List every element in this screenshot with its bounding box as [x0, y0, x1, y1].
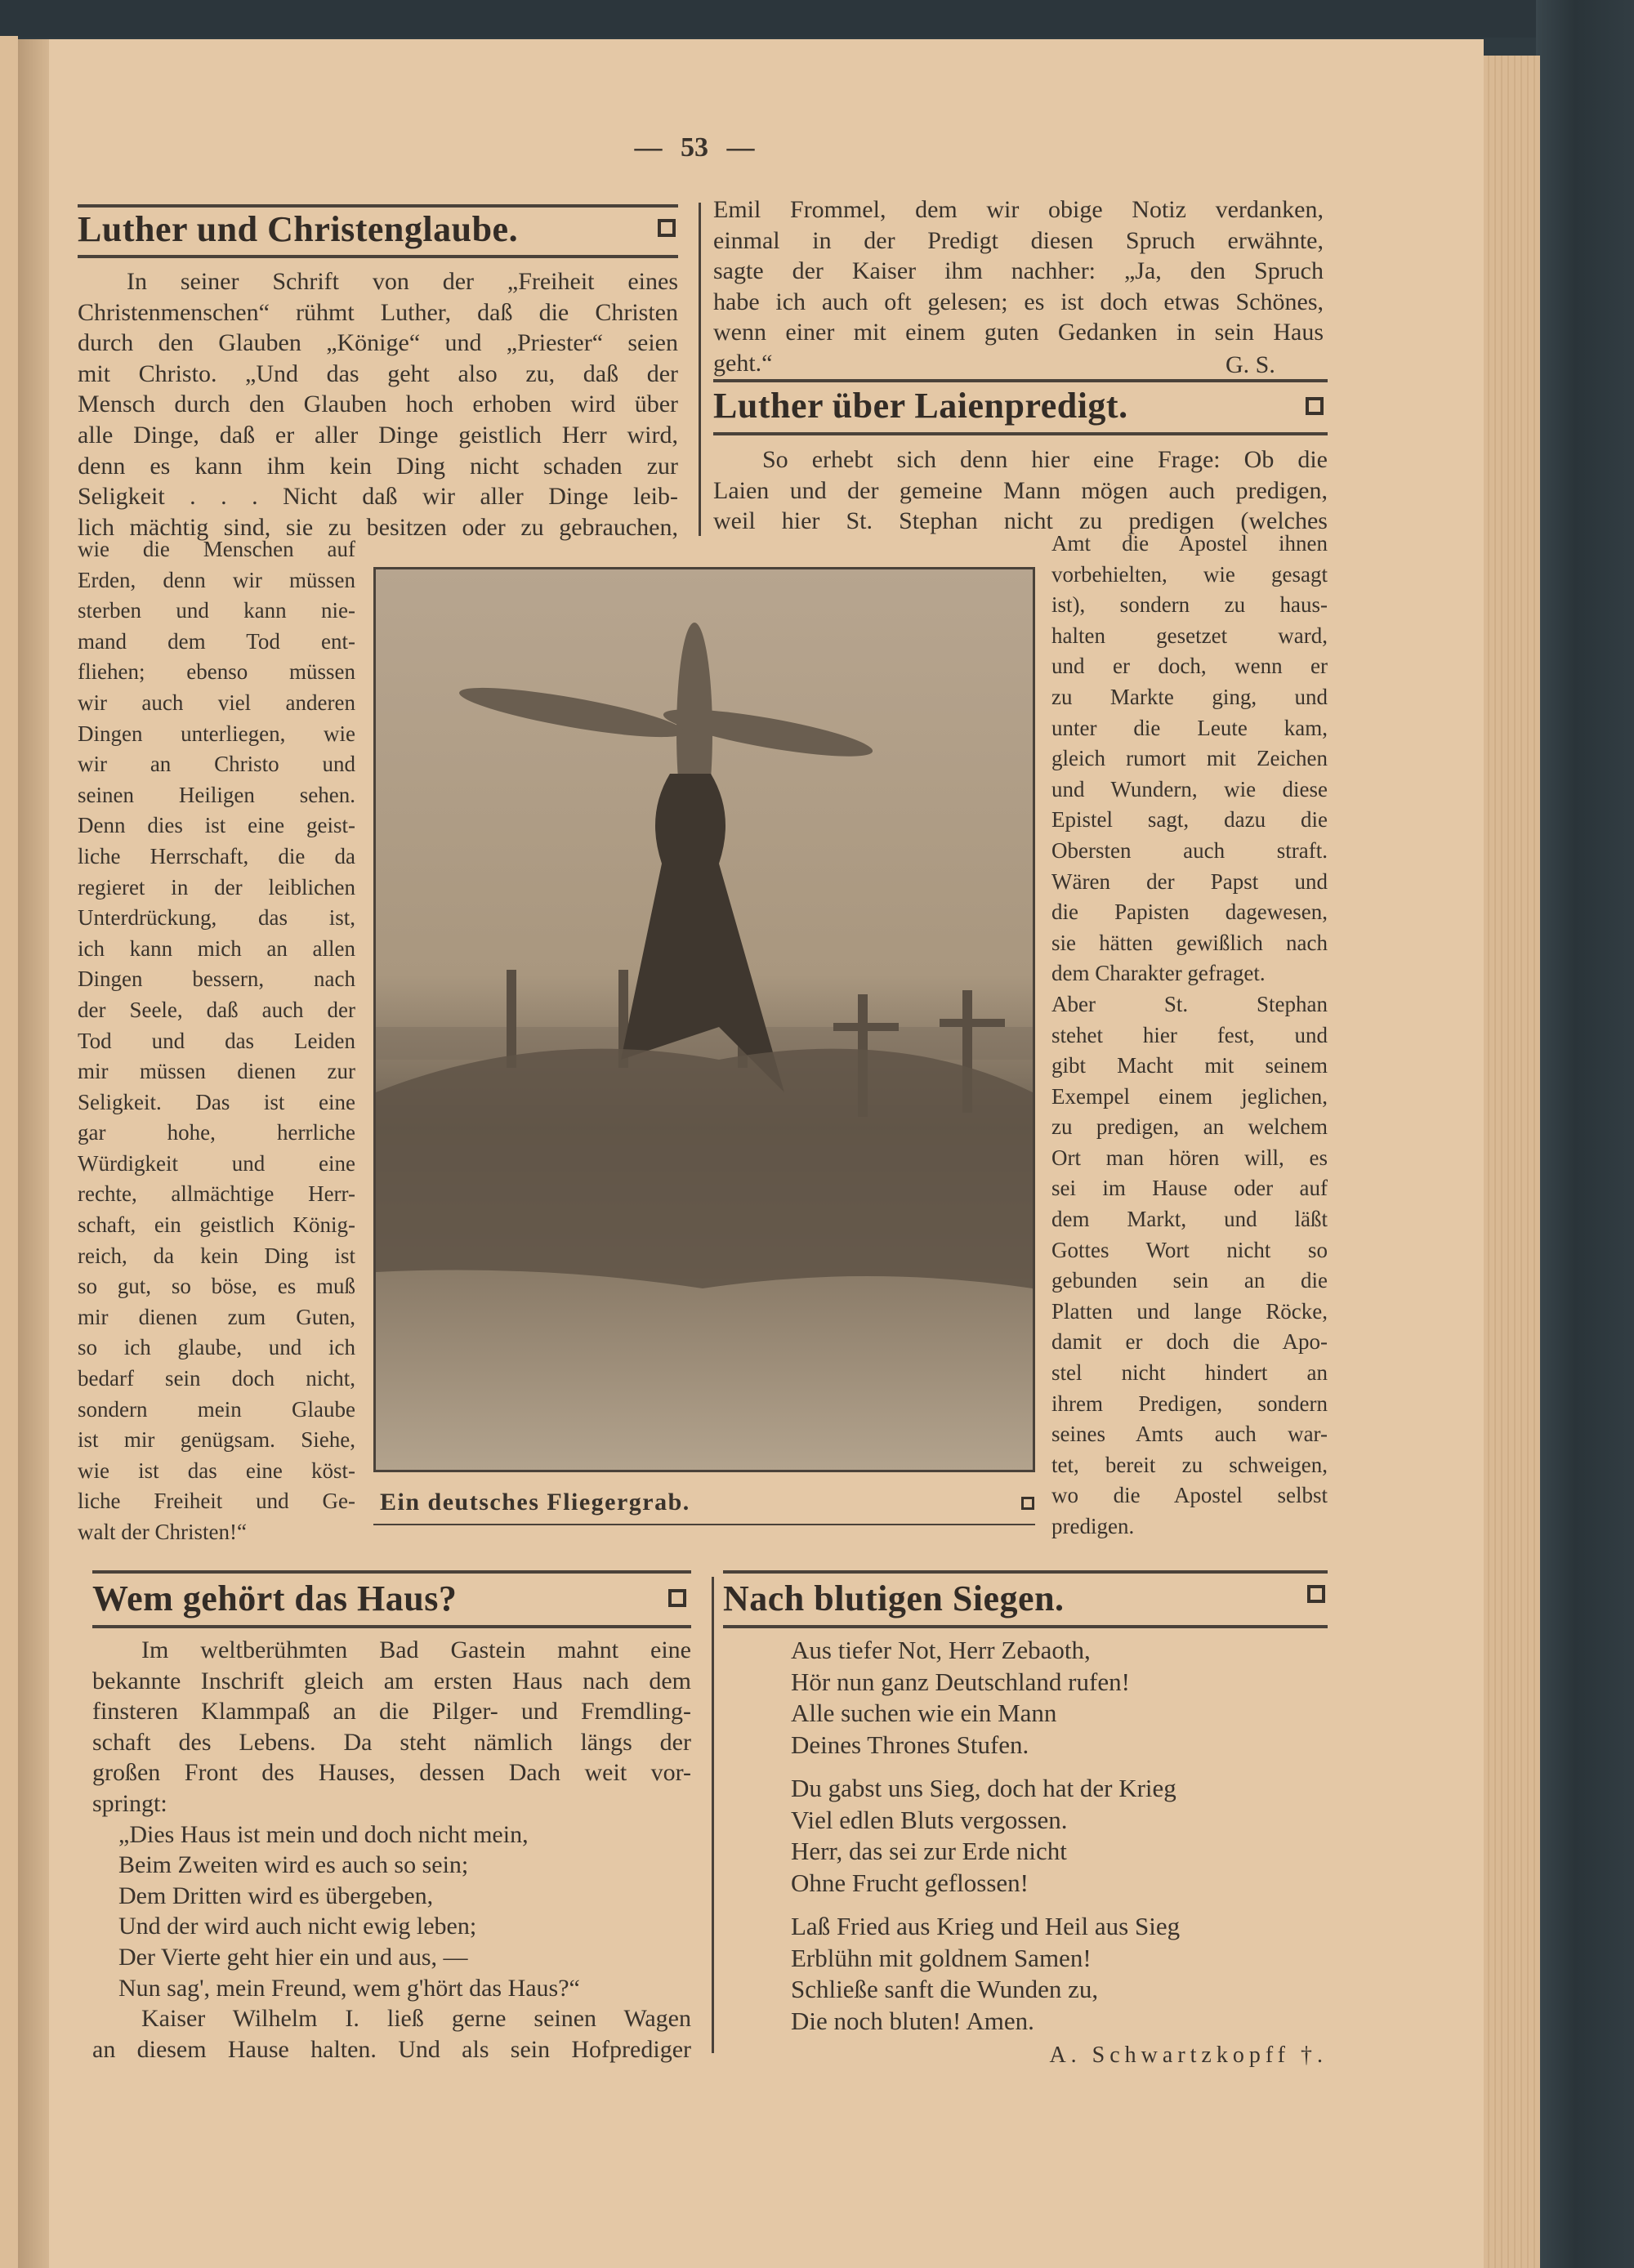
poem-line: Alle suchen wie ein Mann — [791, 1699, 1057, 1727]
poem-line: Erblühn mit goldnem Samen! — [791, 1943, 1092, 1972]
text-line: sie hätten gewißlich nach — [1051, 930, 1328, 955]
text-line: der Seele, daß auch der — [78, 997, 355, 1022]
heading-rule-bottom — [723, 1625, 1328, 1628]
text-line: lich mächtig sind, sie zu besitzen oder zu gebrauchen, — [78, 513, 678, 541]
text-line: wir auch viel anderen — [78, 690, 355, 715]
heading-rule-bottom — [78, 255, 678, 258]
text-line: großen Front des Hauses, dessen Dach weit vor- — [92, 1759, 691, 1787]
article-title-laienpredigt: Luther über Laienpredigt. — [713, 386, 1128, 426]
text-line: mit Christo. „Und das geht also zu, daß der — [78, 359, 678, 387]
article-body-narrow — [1051, 529, 1328, 1543]
caption-rule — [373, 1524, 1035, 1525]
photo-flier-grave — [373, 567, 1035, 1472]
text-line: geht.“ — [713, 349, 773, 377]
text-line: Dem Dritten wird es übergeben, — [118, 1882, 434, 1909]
text-line: ich kann mich an allen — [78, 935, 355, 961]
text-line: Dingen bessern, nach — [78, 967, 355, 992]
heading-rule-top — [78, 204, 678, 208]
text-line: und Wundern, wie diese — [1051, 776, 1328, 801]
text-line: alle Dinge, daß er aller Dinge geistlich Herr wird, — [78, 421, 678, 449]
text-line: stel nicht hindert an — [1051, 1360, 1328, 1386]
text-line: zu Markte ging, und — [1051, 684, 1328, 709]
text-line: Erden, denn wir müssen — [78, 567, 355, 592]
text-line: und er doch, wenn er — [1051, 654, 1328, 679]
text-line: Emil Frommel, dem wir obige Notiz verdanken, — [713, 196, 1324, 223]
text-line: Wären der Papst und — [1051, 868, 1328, 894]
text-line: bedarf sein doch nicht, — [78, 1366, 355, 1391]
poem-line: Die noch bluten! Amen. — [791, 2006, 1034, 2035]
text-line: Und der wird auch nicht ewig leben; — [118, 1913, 477, 1940]
poem-line: Laß Fried aus Krieg und Heil aus Sieg — [791, 1912, 1181, 1940]
poem-author: A. Schwartzkopff †. — [1049, 2043, 1328, 2068]
text-line: denn es kann ihm kein Ding nicht schaden zur — [78, 452, 678, 480]
heading-rule-top — [723, 1570, 1328, 1574]
text-line: dem Markt, und läßt — [1051, 1207, 1328, 1232]
text-line: Mensch durch den Glauben hoch erhoben wird über — [78, 391, 678, 418]
text-line: so gut, so böse, es muß — [78, 1274, 355, 1299]
text-line: „Dies Haus ist mein und doch nicht mein, — [118, 1820, 529, 1848]
article-body-wide — [713, 444, 1328, 537]
text-line: Christenmenschen“ rühmt Luther, daß die Christen — [78, 298, 678, 326]
section-end-square-icon — [1306, 397, 1324, 415]
section-end-square-icon — [668, 1589, 686, 1607]
text-line: regieret in der leiblichen — [78, 874, 355, 900]
text-line: Im weltberühmten Bad Gastein mahnt eine — [141, 1636, 691, 1663]
text-line: mir dienen zum Guten, — [78, 1304, 355, 1329]
poem-line: Deines Thrones Stufen. — [791, 1730, 1029, 1759]
page-number: — 53 — — [634, 132, 755, 163]
section-end-square-icon — [1307, 1585, 1325, 1603]
text-line: gebunden sein an die — [1051, 1268, 1328, 1293]
text-line: Seligkeit . . . Nicht daß wir aller Dinge leib- — [78, 483, 678, 511]
text-line: predigen. — [1051, 1514, 1135, 1538]
article-body-wide — [78, 266, 678, 542]
text-line: Seligkeit. Das ist eine — [78, 1089, 355, 1114]
heading-rule-top — [92, 1570, 691, 1574]
poem-line: Ohne Frucht geflossen! — [791, 1868, 1029, 1897]
text-line: halten gesetzet ward, — [1051, 623, 1328, 648]
propeller-grave-illustration — [376, 569, 1033, 1470]
text-line: die Papisten dagewesen, — [1051, 900, 1328, 925]
poem-body — [791, 1635, 1297, 2037]
text-line: Denn dies ist eine geist- — [78, 813, 355, 838]
heading-rule-bottom — [713, 432, 1328, 435]
text-line: vorbehielten, wie gesagt — [1051, 561, 1328, 587]
text-line: seines Amts auch war- — [1051, 1422, 1328, 1447]
text-line: sondern mein Glaube — [78, 1396, 355, 1422]
poem-line: Du gabst uns Sieg, doch hat der Krieg — [791, 1774, 1176, 1802]
text-line: fliehen; ebenso müssen — [78, 659, 355, 685]
book-cover-right — [1536, 0, 1634, 2268]
caption-square-icon — [1021, 1497, 1034, 1510]
poem-title: Nach blutigen Siegen. — [723, 1578, 1065, 1618]
text-line: Aber St. Stephan — [1051, 991, 1328, 1016]
column-divider — [699, 203, 701, 536]
text-line: Nun sag', mein Freund, wem g'hört das Haus?“ — [118, 1974, 580, 2002]
text-line: reich, da kein Ding ist — [78, 1243, 355, 1268]
text-line: so ich glaube, und ich — [78, 1335, 355, 1360]
text-line: sterben und kann nie- — [78, 598, 355, 623]
poem-line: Viel edlen Bluts vergossen. — [791, 1805, 1068, 1834]
text-line: wenn einer mit einem guten Gedanken in sein Haus — [713, 319, 1324, 346]
text-line: liche Herrschaft, die da — [78, 843, 355, 868]
text-line: bekannte Inschrift gleich am ersten Haus nach dem — [92, 1667, 691, 1694]
text-line: Amt die Apostel ihnen — [1051, 531, 1328, 556]
text-line: wo die Apostel selbst — [1051, 1483, 1328, 1508]
text-line: wir an Christo und — [78, 752, 355, 777]
article-title-luther-christenglaube: Luther und Christenglaube. — [78, 209, 519, 249]
article-title-haus: Wem gehört das Haus? — [92, 1578, 458, 1618]
text-line: In seiner Schrift von der „Freiheit eines — [127, 268, 678, 295]
text-line: Exempel einem jeglichen, — [1051, 1083, 1328, 1109]
text-line: finsteren Klammpaß an die Pilger- und Fremdling- — [92, 1698, 691, 1726]
section-end-square-icon — [658, 219, 676, 237]
text-line: wie die Menschen auf — [78, 537, 355, 561]
poem-line: Herr, das sei zur Erde nicht — [791, 1837, 1067, 1865]
text-line: liche Freiheit und Ge- — [78, 1489, 355, 1514]
heading-rule-top — [713, 379, 1328, 382]
text-line: Epistel sagt, dazu die — [1051, 807, 1328, 833]
text-line: Tod und das Leiden — [78, 1028, 355, 1053]
text-line: mand dem Tod ent- — [78, 628, 355, 654]
text-line: damit er doch die Apo- — [1051, 1329, 1328, 1355]
text-line: ist mir genügsam. Siehe, — [78, 1427, 355, 1453]
text-line: habe ich auch oft gelesen; es ist doch etwas Schönes, — [713, 288, 1324, 315]
text-line: Platten und lange Röcke, — [1051, 1298, 1328, 1324]
text-line: Dingen unterliegen, wie — [78, 721, 355, 746]
text-line: dem Charakter gefraget. — [1051, 961, 1266, 986]
text-line: walt der Christen!“ — [78, 1520, 247, 1544]
text-line: tet, bereit zu schweigen, — [1051, 1452, 1328, 1477]
poem-line: Hör nun ganz Deutschland rufen! — [791, 1667, 1130, 1696]
text-line: So erhebt sich denn hier eine Frage: Ob die — [762, 446, 1328, 473]
text-line: wie ist das eine köst- — [78, 1458, 355, 1483]
text-line: an diesem Hause halten. Und als sein Hofprediger — [92, 2035, 691, 2063]
page-gutter — [18, 39, 51, 2268]
text-line: mir müssen dienen zur — [78, 1059, 355, 1084]
text-line: schaft des Lebens. Da steht nämlich längs der — [92, 1728, 691, 1756]
text-line: rechte, allmächtige Herr- — [78, 1181, 355, 1207]
text-line: weil hier St. Stephan nicht zu predigen (welches — [713, 507, 1328, 535]
continuation-signature: G. S. — [1226, 351, 1275, 378]
text-line: seinen Heiligen sehen. — [78, 782, 355, 807]
text-line: Laien und der gemeine Mann mögen auch predigen, — [713, 476, 1328, 504]
column-divider — [712, 1577, 714, 2053]
text-line: Würdigkeit und eine — [78, 1150, 355, 1176]
text-line: unter die Leute kam, — [1051, 715, 1328, 740]
text-line: Unterdrückung, das ist, — [78, 905, 355, 931]
previous-page-edge — [0, 36, 18, 2268]
text-line: Beim Zweiten wird es auch so sein; — [118, 1851, 469, 1879]
text-line: Ort man hören will, es — [1051, 1145, 1328, 1170]
poem-line: Aus tiefer Not, Herr Zebaoth, — [791, 1636, 1091, 1664]
article-body-narrow — [78, 534, 355, 1548]
text-line: Gottes Wort nicht so — [1051, 1237, 1328, 1262]
text-line: zu predigen, an welchem — [1051, 1114, 1328, 1140]
text-line: sei im Hause oder auf — [1051, 1176, 1328, 1201]
text-line: Der Vierte geht hier ein und aus, — — [118, 1943, 468, 1971]
text-line: gleich rumort mit Zeichen — [1051, 746, 1328, 771]
text-line: sagte der Kaiser ihm nachher: „Ja, den Spruch — [713, 257, 1324, 285]
poem-line: Schließe sanft die Wunden zu, — [791, 1975, 1099, 2003]
text-line: schaft, ein geistlich König- — [78, 1212, 355, 1238]
text-line: Kaiser Wilhelm I. ließ gerne seinen Wagen — [141, 2005, 691, 2033]
article-body — [92, 1635, 691, 2065]
text-line: einmal in der Predigt diesen Spruch erwähnte, — [713, 226, 1324, 254]
text-line: gar hohe, herrliche — [78, 1120, 355, 1145]
text-line: springt: — [92, 1789, 167, 1817]
heading-rule-bottom — [92, 1625, 691, 1628]
photo-caption: Ein deutsches Fliegergrab. — [380, 1489, 690, 1516]
text-line: stehet hier fest, und — [1051, 1022, 1328, 1047]
text-line: ist), sondern zu haus- — [1051, 592, 1328, 618]
text-line: durch den Glauben „Könige“ und „Priester“ seien — [78, 329, 678, 357]
text-line: gibt Macht mit seinem — [1051, 1053, 1328, 1078]
book-cover-top — [0, 0, 1634, 38]
page-stack-edges — [1483, 56, 1540, 2268]
text-line: ihrem Predigen, sondern — [1051, 1391, 1328, 1416]
text-line: Obersten auch straft. — [1051, 837, 1328, 863]
